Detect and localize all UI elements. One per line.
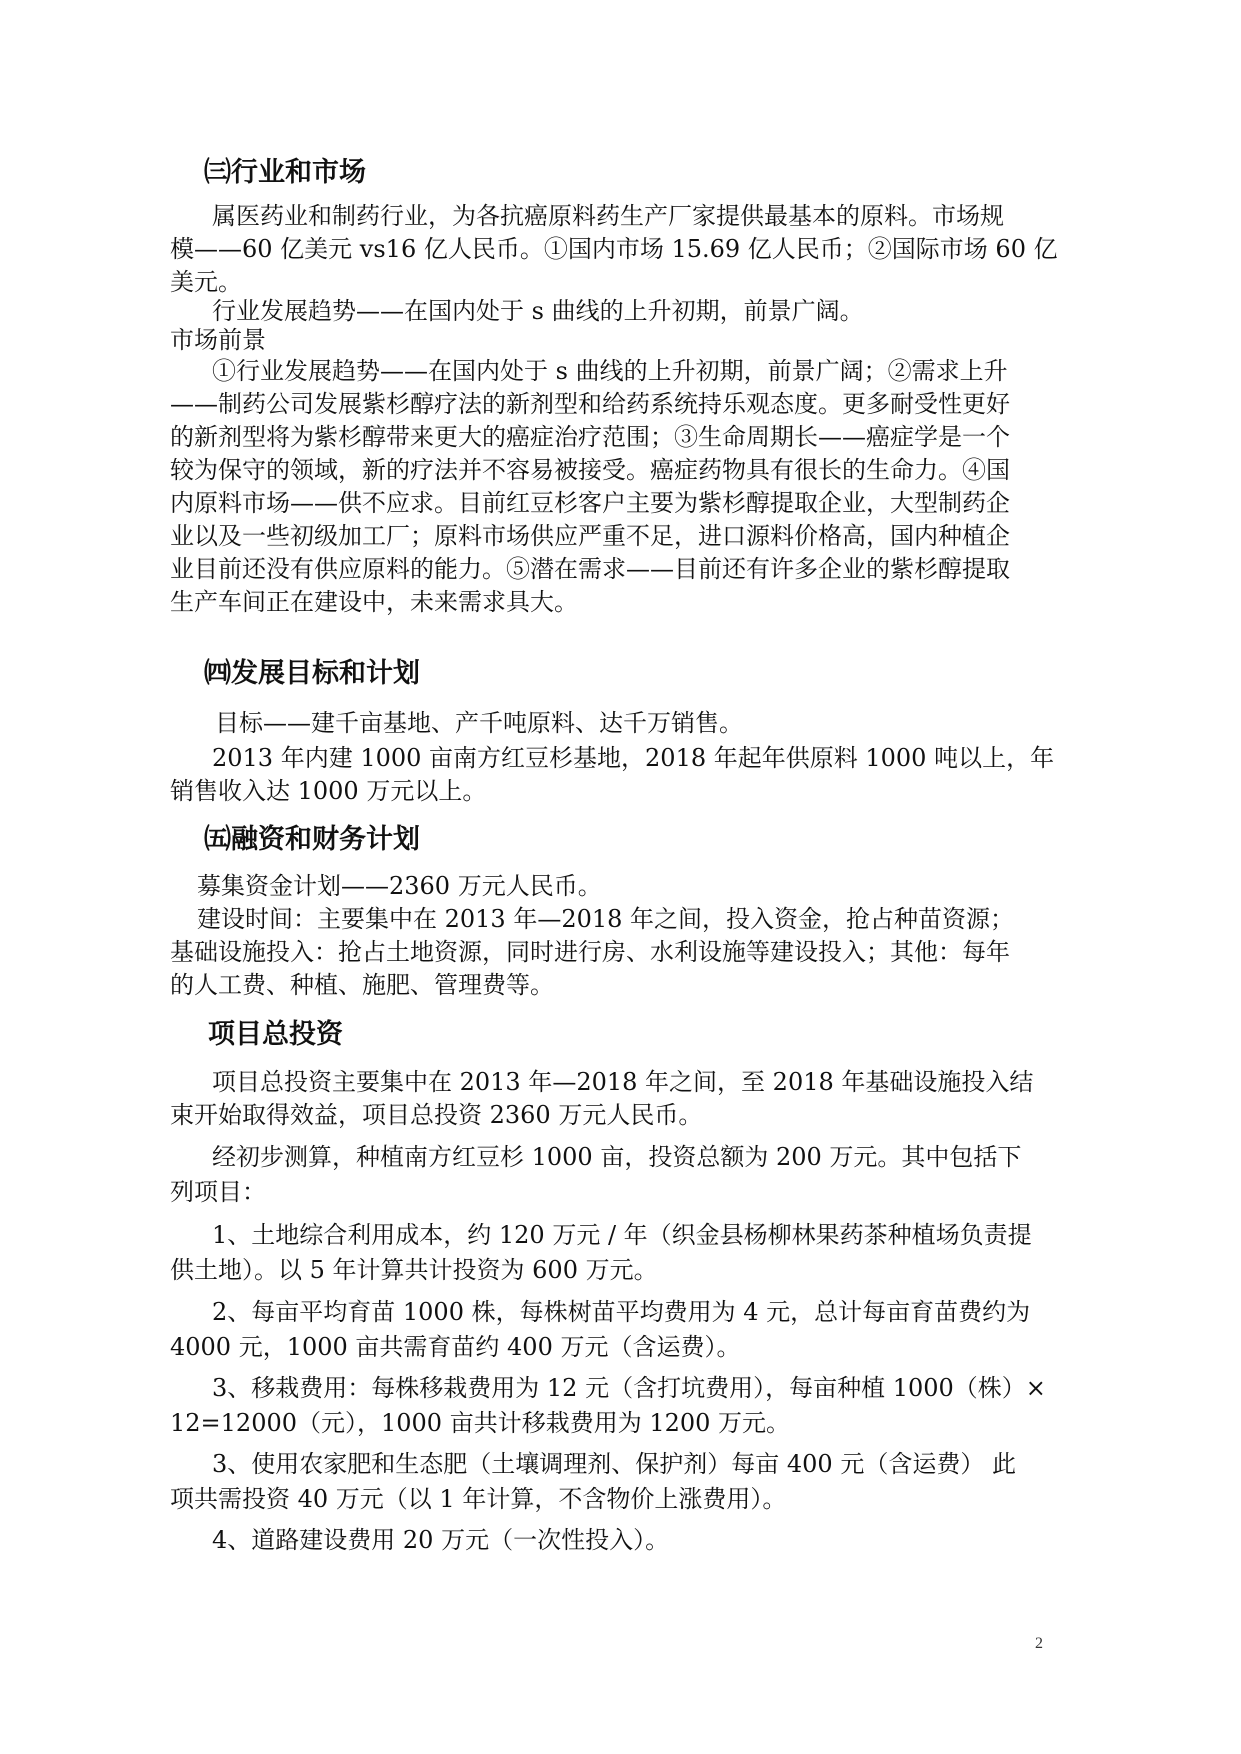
list-item-line: 3、移栽费用：每株移栽费用为 12 元（含打坑费用），每亩种植 1000（株）× (212, 1374, 1046, 1402)
paragraph-line: 行业发展趋势——在国内处于 s 曲线的上升初期，前景广阔。 (212, 297, 864, 325)
paragraph-line: 较为保守的领域，新的疗法并不容易被接受。癌症药物具有很长的生命力。④国 (170, 456, 1010, 484)
section-heading: 项目总投资 (208, 1019, 343, 1050)
paragraph-line: 属医药业和制药行业，为各抗癌原料药生产厂家提供最基本的原料。市场规 (212, 202, 1004, 230)
paragraph-line: ①行业发展趋势——在国内处于 s 曲线的上升初期，前景广阔；②需求上升 (212, 357, 1008, 385)
section-heading: ㈢行业和市场 (204, 157, 366, 188)
paragraph-line: 业以及一些初级加工厂；原料市场供应严重不足，进口源料价格高，国内种植企 (170, 522, 1010, 550)
paragraph-line: 建设时间：主要集中在 2013 年—2018 年之间，投入资金，抢占种苗资源； (197, 905, 1015, 933)
list-item-line: 2、每亩平均育苗 1000 株，每株树苗平均费用为 4 元，总计每亩育苗费约为 (212, 1298, 1031, 1326)
list-item-line: 1、土地综合利用成本，约 120 万元 / 年（织金县杨柳林果药茶种植场负责提 (212, 1221, 1032, 1249)
paragraph-line: 2013 年内建 1000 亩南方红豆杉基地，2018 年起年供原料 1000 吨以上，年 (212, 744, 1055, 772)
paragraph-line: 募集资金计划——2360 万元人民币。 (197, 872, 602, 900)
paragraph-line: 业目前还没有供应原料的能力。⑤潜在需求——目前还有许多企业的紫杉醇提取 (170, 555, 1010, 583)
paragraph-line: 基础设施投入：抢占土地资源，同时进行房、水利设施等建设投入；其他：每年 (170, 938, 1010, 966)
list-item-line: 4、道路建设费用 20 万元（一次性投入）。 (212, 1526, 670, 1554)
section-heading: ㈤融资和财务计划 (204, 824, 420, 855)
paragraph-line: 的人工费、种植、施肥、管理费等。 (170, 971, 554, 999)
paragraph-line: 内原料市场——供不应求。目前红豆杉客户主要为紫杉醇提取企业，大型制药企 (170, 489, 1010, 517)
paragraph-line: 目标——建千亩基地、产千吨原料、达千万销售。 (215, 709, 743, 737)
paragraph-line: 美元。 (170, 268, 242, 296)
page-number: 2 (1035, 1635, 1043, 1652)
paragraph-line: 生产车间正在建设中，未来需求具大。 (170, 588, 578, 616)
paragraph-line: 的新剂型将为紫杉醇带来更大的癌症治疗范围；③生命周期长——癌症学是一个 (170, 423, 1010, 451)
paragraph-line: ——制药公司发展紫杉醇疗法的新剂型和给药系统持乐观态度。更多耐受性更好 (170, 390, 1010, 418)
list-item-line: 3、使用农家肥和生态肥（土壤调理剂、保护剂）每亩 400 元（含运费） 此 (212, 1450, 1016, 1478)
section-heading: ㈣发展目标和计划 (204, 658, 420, 689)
paragraph-line: 销售收入达 1000 万元以上。 (170, 777, 487, 805)
paragraph-line: 束开始取得效益，项目总投资 2360 万元人民币。 (170, 1101, 703, 1129)
paragraph-line: 模——60 亿美元 vs16 亿人民币。①国内市场 15.69 亿人民币；②国际市场 60 亿 (170, 235, 1058, 263)
list-item-line: 项共需投资 40 万元（以 1 年计算，不含物价上涨费用）。 (170, 1485, 787, 1513)
subheading-label: 市场前景 (170, 326, 266, 354)
list-item-line: 供土地）。以 5 年计算共计投资为 600 万元。 (170, 1256, 658, 1284)
paragraph-line: 列项目： (170, 1178, 266, 1206)
paragraph-line: 经初步测算，种植南方红豆杉 1000 亩，投资总额为 200 万元。其中包括下 (212, 1143, 1022, 1171)
paragraph-line: 项目总投资主要集中在 2013 年—2018 年之间，至 2018 年基础设施投入结 (212, 1068, 1034, 1096)
list-item-line: 12=12000（元），1000 亩共计移栽费用为 1200 万元。 (170, 1409, 791, 1437)
list-item-line: 4000 元，1000 亩共需育苗约 400 万元（含运费）。 (170, 1333, 741, 1361)
